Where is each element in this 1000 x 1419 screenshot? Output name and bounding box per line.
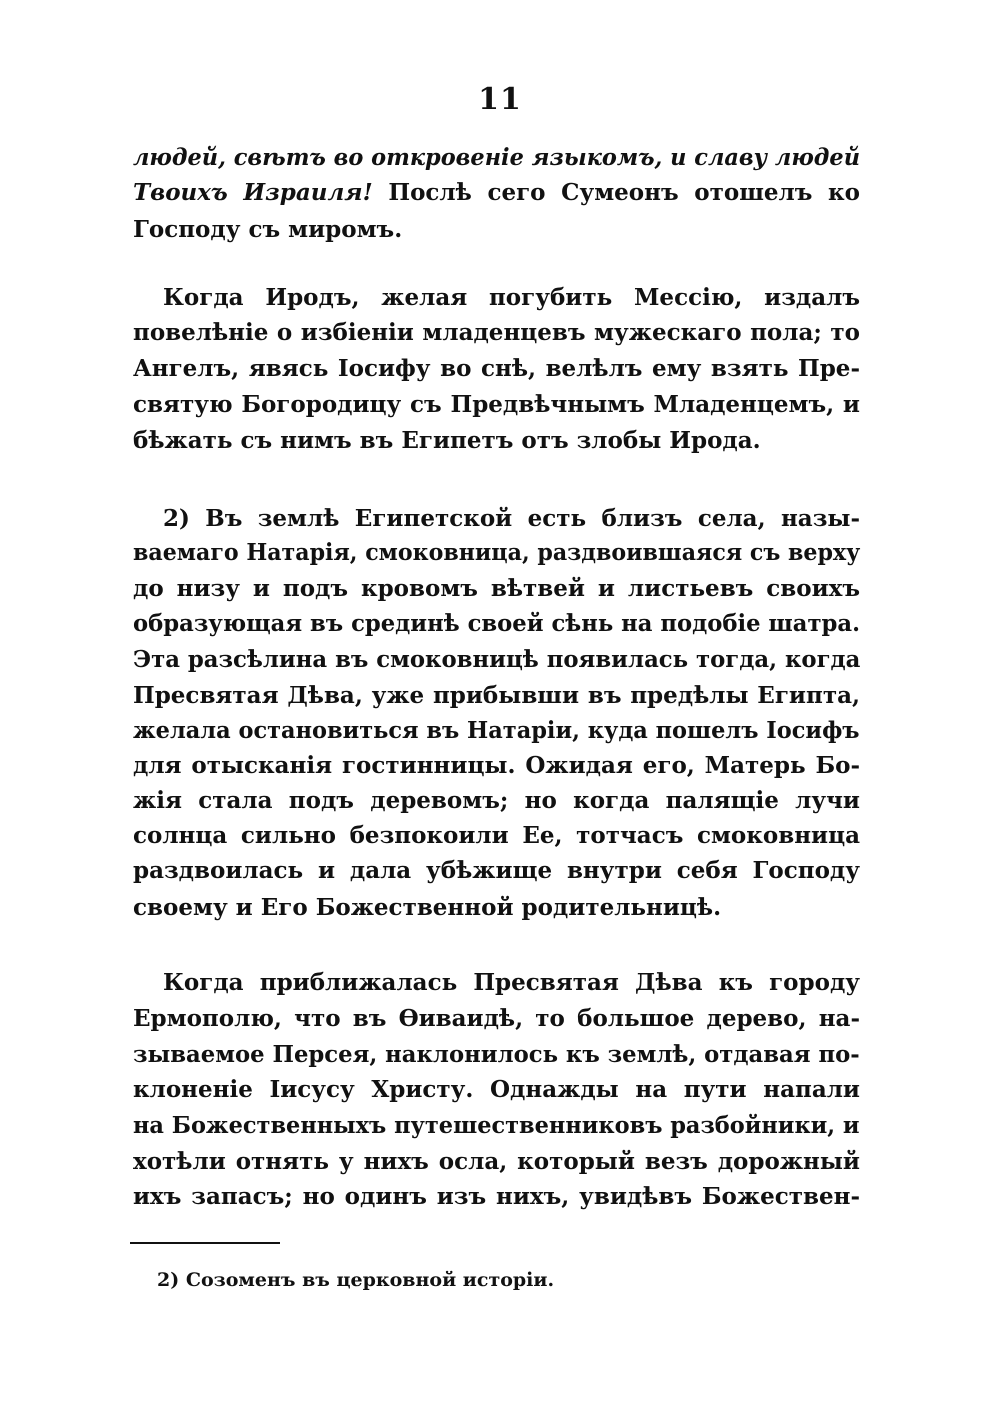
text-line: клоненіе Іисусу Христу. Однажды на пути напали — [133, 1076, 860, 1103]
text-line: людей, свѣтъ во откровеніе языкомъ, и славу людей — [133, 144, 861, 171]
text-line: святую Богородицу съ Предвѣчнымъ Младенцемъ, и — [133, 391, 860, 418]
text-line — [133, 178, 860, 208]
text-line: 2) Въ землѣ Египетской есть близъ села, назы- — [163, 505, 860, 532]
text-line: ваемаго Натарія, смоковница, раздвоившаяся съ верху — [133, 539, 861, 566]
footnote-divider — [130, 1242, 280, 1244]
text-line: для отысканія гостинницы. Ожидая его, Матерь Бо- — [133, 752, 860, 779]
text-line: жія стала подъ деревомъ; но когда палящіе лучи — [133, 787, 860, 814]
text-line: на Божественныхъ путешественниковъ разбойники, и — [133, 1112, 860, 1139]
footnote: 2) Созоменъ въ церковной исторіи. — [157, 1269, 555, 1291]
text-line: повелѣніе о избіеніи младенцевъ мужескаго пола; то — [133, 319, 860, 346]
text-line: солнца сильно безпокоили Ее, тотчасъ смоковница — [133, 822, 860, 849]
text-line: желала остановиться въ Натаріи, куда пошелъ Іосифъ — [133, 717, 860, 744]
text-line: Когда приближалась Пресвятая Дѣва къ городу — [163, 969, 860, 996]
text-line: ихъ запасъ; но одинъ изъ нихъ, увидѣвъ Божествен- — [133, 1183, 860, 1210]
text-line: зываемое Перcея, наклонилось къ землѣ, отдавая по- — [133, 1041, 860, 1068]
text-line: до низу и подъ кровомъ вѣтвей и листьевъ своихъ — [133, 575, 860, 602]
text-line: Ермополю, что въ Өиваидѣ, то большое дерево, на- — [133, 1005, 860, 1032]
text-line: образующая въ срединѣ своей сѣнь на подобіе шатра. — [133, 610, 861, 637]
text-line: хотѣли отнять у нихъ осла, который везъ дорожный — [133, 1148, 860, 1175]
text-line: раздвоилась и дала убѣжище внутри себя Господу — [133, 857, 860, 884]
text-line: бѣжать съ нимъ въ Египетъ отъ злобы Ирода. — [133, 427, 761, 454]
text-segment: Послѣ сего Сумеонъ отошелъ ко — [372, 179, 861, 206]
text-line: Господу съ миромъ. — [133, 216, 403, 243]
text-line: своему и Его Божественной родительницѣ. — [133, 894, 722, 921]
page-number: 11 — [478, 82, 522, 117]
text-line: Пресвятая Дѣва, уже прибывши въ предѣлы Египта, — [133, 682, 860, 709]
italic-segment: Твоихъ Израиля! — [133, 179, 373, 206]
text-line: Ангелъ, явясь Іосифу во снѣ, велѣлъ ему взять Пре- — [133, 355, 860, 382]
text-line: Когда Иродъ, желая погубить Мессію, издалъ — [163, 284, 860, 311]
text-line: Эта разсѣлина въ смоковницѣ появилась тогда, когда — [133, 646, 861, 673]
